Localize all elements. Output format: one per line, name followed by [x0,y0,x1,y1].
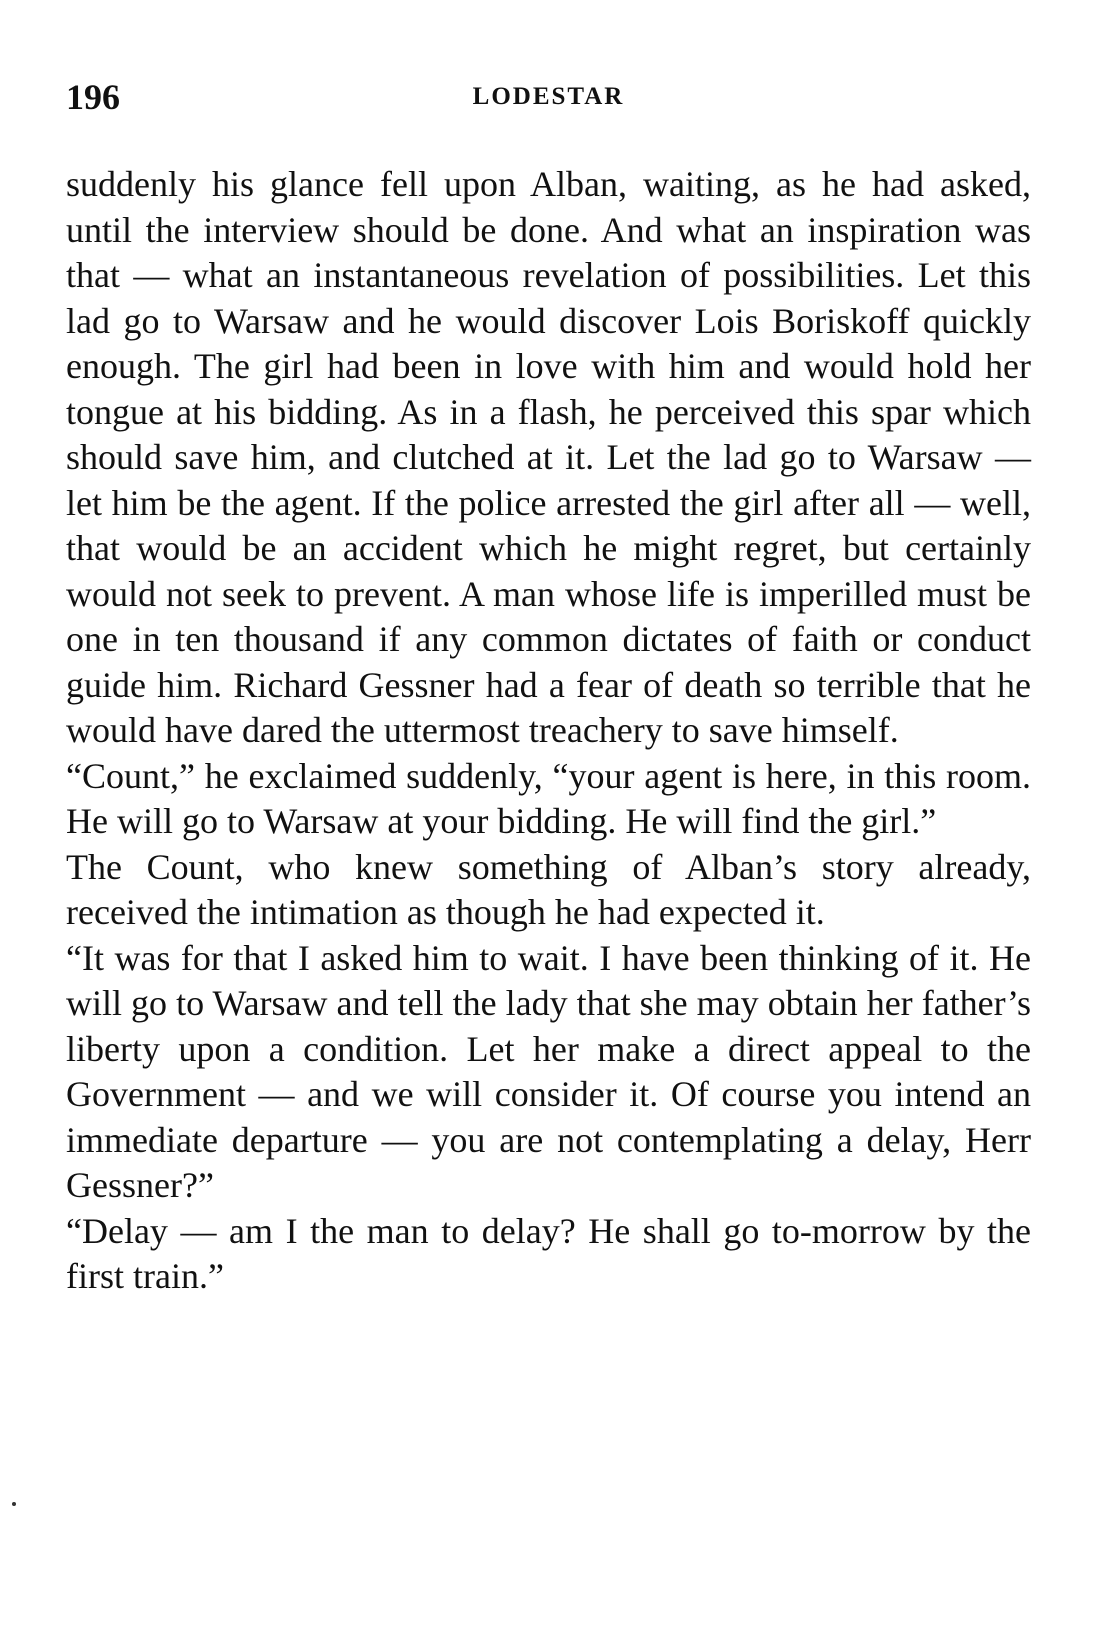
page-header [66,72,1031,122]
print-speck [12,1502,16,1506]
paragraph: “Delay — am I the man to delay? He shall go to-morrow by the first train.” [66,1210,1031,1296]
paragraph: suddenly his glance fell upon Alban, waiting, as he had asked, until the interview should be done. And what an inspiration was that — what an instantaneous revelation of possibilities. Let this lad go to Warsaw and he would discover Lois Boriskoff quickly enough. The girl had been in love with him and would hold her tongue at his bidding. As in a flash, he perceived this spar which should save him, and clutched at it. Let the lad go to Warsaw — let him be the agent. If the police arrested the girl after all — well, that would be an accident which he might regret, but certainly would not seek to prevent. A man whose life is imperilled must be one in ten thousand if any common dictates of faith or conduct guide him. Richard Gessner had a fear of death so terrible that he would have dared the uttermost treachery to save himself. [66,164,1031,750]
paragraph: “Count,” he exclaimed suddenly, “your agent is here, in this room. He will go to Warsaw at your bidding. He will find the girl.” [66,755,1031,841]
page-number: 196 [66,77,120,117]
body-text [66,162,1031,1300]
paragraph: The Count, who knew something of Alban’s story already, received the intimation as though he had expected it. [66,846,1031,932]
paragraph: “It was for that I asked him to wait. I have been thinking of it. He will go to Warsaw and tell the lady that she may obtain her father’s liberty upon a condition. Let her make a direct appeal to the Government — and we will consider it. Of course you intend an immediate departure — you are not contemplating a delay, Herr Gessner?” [66,937,1031,1205]
running-title: LODESTAR [472,83,625,110]
